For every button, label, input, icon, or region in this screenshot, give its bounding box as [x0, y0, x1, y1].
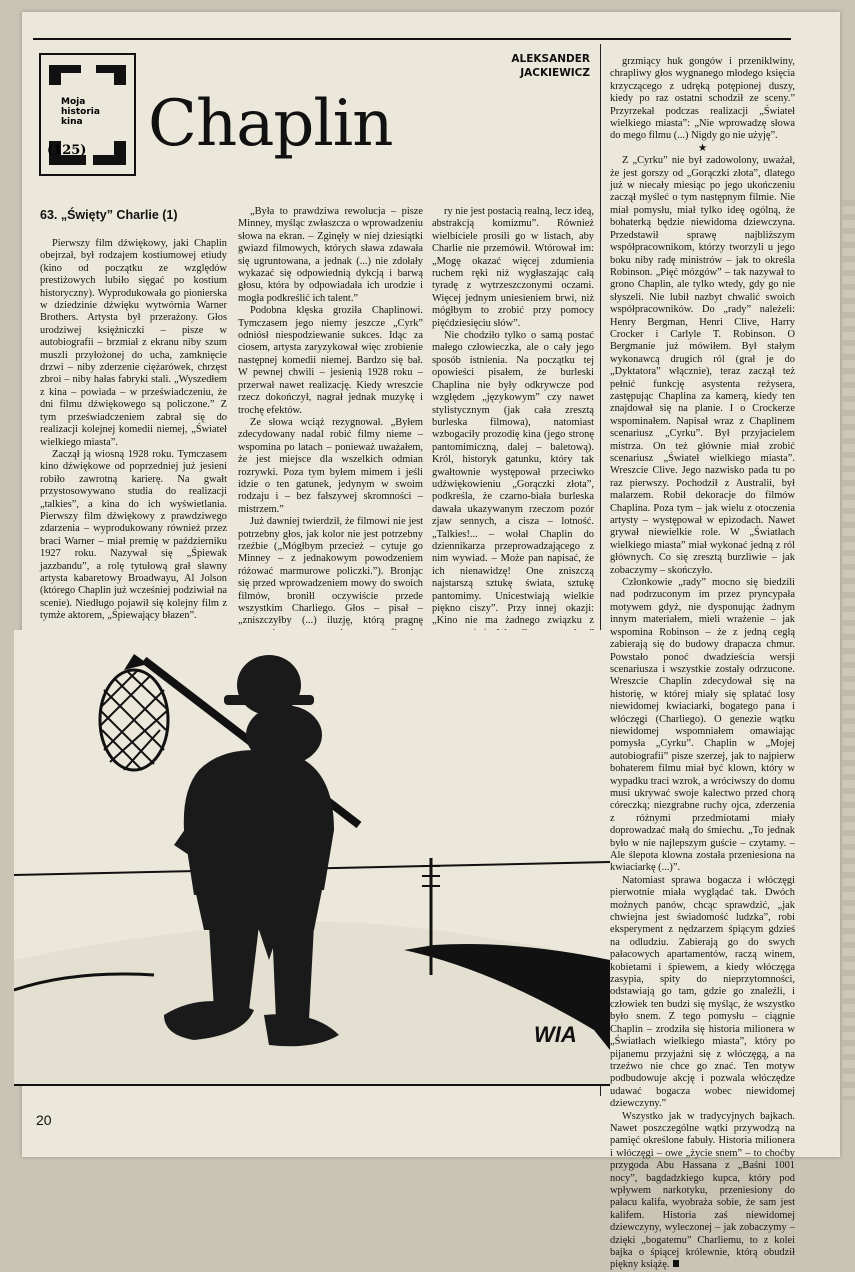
paragraph — [610, 1111, 795, 1272]
paragraph-text: Wszystko jak w tradycyjnych bajkach. Nawet poszczególne wątki przywodzą na pamięć określone fabuły. Historia milionera i włóczęgi – owe „życie snem” – to choćby przygoda Abu Hassana z „Baśni 1001 nocy”, bagdadzkiego kupca, który pod wpływem narkotyku, przeniesiony do pałacu kalifa, wyobraża sobie, że sam jest kalifem. Historia zaś niewidomej dziewczyny, wyleczonej – jak zobaczymy – dzięki „bogatemu” Charliemu, to z kolei bajka o śpiącej królewnie, którą obudził piękny książę. — [610, 1110, 795, 1271]
paragraph: Pierwszy film dźwiękowy, jaki Chaplin obejrzał, był rodzajem kostiumowej etiudy (kino od początku ze względów prestiżowych lubiło sięgać po kostium historyczny). Wyprodukowała go pionierska w dziedzinie dźwięku wytwórnia Warner Brothers. Artysta był przerażony. Głos urodziwej księżniczki – pisze w autobiografii – brzmiał z ekranu niby szum muszli przyłożonej do ucha, zamknięcie drzwi – niby zderzenie ciężarówek, chrzęst zbroi – niby hałas fabryki stali. „Wyszedłem z kina – powiada – w przeświadczeniu, że dni filmu dźwiękowego są policzone.” Z tym przeświadczeniem zabrał się do realizacji kolejnej komedii niemej, „Świateł wielkiego miasta”. — [40, 238, 227, 448]
logo-line-1: Moja — [61, 97, 86, 107]
chaplin-illustration — [14, 630, 610, 1086]
article-subhead: 63. „Święty” Charlie (1) — [40, 208, 178, 222]
end-of-article-mark — [673, 1260, 679, 1267]
paragraph: Zaczął ją wiosną 1928 roku. Tymczasem kino dźwiękowe od poprzedniej już jesieni robiło zawrotną karierę. Na gwałt przystosowywano studia do realizacji „talkies”, a kina do ich wyświetlania. Pierwszy film dźwiękowy z prawdziwego zdarzenia – wyprodukowany również przez braci Warner – miał premię w październiku 1927 roku. Nazywał się „Śpiewak jazzbandu”, a rolę tytułową grał sławny artysta kabaretowy Broadwayu, Al Jolson (którego Chaplin już wcześniej podziwiał na scenie). Niedługo pojawił się kolejny film z tymże aktorem, „Śpiewający błazen”. — [40, 448, 227, 622]
page-number: 20 — [36, 1112, 52, 1128]
author — [490, 52, 590, 80]
logo-line-3: kina — [61, 117, 83, 127]
section-break-star: ★ — [697, 142, 708, 154]
page-edge — [843, 200, 855, 1100]
paragraph: ry nie jest postacią realną, lecz ideą, abstrakcją komizmu”. Również wielbiciele prosili go w listach, aby Charlie nie przemówił. Wtórował im: „Mogę okazać więcej zdumienia ruchem ręki niż wygłaszając całą tyradę z wytrzeszczonymi oczami. Więcej jednym uniesieniem brwi, niż mógłbym to zrobić przy pomocy pięćdziesięciu słów”. — [432, 206, 595, 329]
column-2 — [238, 206, 423, 665]
paragraph: Członkowie „rady” mocno się biedzili nad podrzuconym im przez pryncypała motywem gdyż, nie dysponując żadnym innym materiałem, mieli wrażenie – jak wspomina Robinson – że z jedną cegłą zabierają się do budowy drapacza chmur. Powstało ponoć dwadzieścia wersji scenariusza i wszystkie zostały odrzucone. Wreszcie Chaplin zdecydował się na historię, w której miały się splatać losy niewidomej kwiaciarki, bogatego pana i włóczęgi (Charliego). O genezie wątku niewidomej wspomniałem omawiając pomysła „Cyrku”. Chaplin w „Mojej autobiografii” pisze szerzej, jak to najpierw bohaterem filmu miał być klown, który w wypadku traci wzrok, a wróciwszy do domu musi ukrywać swoje kalectwo przed chorą córeczką; niezgrabne ruchy ojca, zderzenia z różnymi przedmiotami miały doprowadzać małą do śmiechu. „To jednak było w nie najlepszym guście – czytamy. – Ale ślepota klowna została przeniesiona na kwiaciarkę (...)”. — [610, 577, 795, 874]
page-title: Chaplin — [148, 87, 393, 161]
logo-line-2: historia — [61, 107, 100, 117]
artist-signature: WIA — [534, 1022, 577, 1047]
series-number: (125) — [47, 143, 87, 158]
paragraph: Podobna klęska groziła Chaplinowi. Tymczasem jego niemy jeszcze „Cyrk” odniósł niespodziewanie sukces. Idąc za ciosem, artysta zaryzykował więc zrobienie następnej komedii niemej. Bardzo się bał. W pewnej chwili – jesienią 1928 roku – przerwał nawet realizację. Kiedy wreszcie rzecz dokończył, nagrał jednak muzykę i trochę efektów. — [238, 305, 423, 416]
paragraph: Nie chodziło tylko o samą postać małego człowieczka, ale o cały jego sposób istnienia. Na początku tej opowieści pisałem, że burleski Chaplina nie były odkrywcze pod względem „językowym” czy nawet stylistycznym (jak cała zresztą burleska filmowa), natomiast wzbogaciły prozodię kina (jego stronę pantomimiczną, dalej – baletową). Król, historyk gatunku, który tak gwałtownie występował przeciwko udźwiękowieniu „Gorączki złota”, podkreśla, że czarno-biała burleska dawała ukazywanym rzeczom pozór zjaw sennych, a cisza – lotność. „Talkies!... – wołał Chaplin do dziennikarza przeprowadzającego z nim wywiad. – Może pan napisać, że ich nienawidzę! One zniszczą najstarszą sztukę świata, sztukę pantomimy. Unicestwiają wielkie piękno ciszy”. Przy innej okazji: „Kino nie ma żadnego związku z — [432, 330, 594, 627]
series-logo — [39, 53, 136, 176]
paragraph: grzmiący huk gongów i przeniklwiny, chrapliwy głos wygnanego młodego księcia krzyczącego z udręką potępionej duszy, kiedy po raz ostatni schodził ze sceny.” Przyrzekał podczas realizacji „Świateł wielkiego miasta”: „Nie wprowadzę słowa do mego filmu (...) Nigdy go nie użyję”. — [610, 56, 795, 142]
paragraph: Już dawniej twierdził, że filmowi nie jest potrzebny głos, jak kolor nie jest potrzebny rzeźbie („Mógłbym przecież – cytuje go Minney – z jednakowym powodzeniem różować marmurowe policzki.”). Bronjąc się przed wprowadzeniem mowy do swoich filmów, broniłl oczywiście przede wszystkim Charliego. Głos – pisał – „zniszczyłby (...) iluzję, którą pragnę — [238, 516, 423, 627]
author-last-name: JACKIEWICZ — [520, 67, 590, 79]
author-first-name: ALEKSANDER — [511, 53, 590, 65]
top-rule — [33, 38, 791, 40]
column-4 — [610, 56, 795, 1272]
paragraph: Z „Cyrku” nie był zadowolony, uważał, że jest gorszy od „Gorączki złota”, dlatego już w niecały miesiąc po jego ukończeniu zaczął myśleć o tym następnym filmie. Nie miał pomysłu, miał tylko ideę ogólną, że bohaterką będzie niewidoma dziewczyna. Przedstawił sprawę najbliższym współpracownikom, którzy tworzyli u jego boku niby radę ministrów – jak to określa Robinson. „Pięć mózgów” – tak nazywał to grono Chaplin, ale tylko wtedy, gdy go nie słyszeli. Nie lubił nazbyt chwalić swoich współpracowników. Do „rady” należeli: Henry Bergman, Henri Clive, Harry Crocker i Carlyle T. Robinson. O Bergmanie już mówiłem. Był stałym wykonawcą drugich ról (grał je do „Dyktatora” włącznie), teraz zaczął też pełnić funkcję asystenta reżysera, zastępując Chaplina za kamerą, kiedy ten znajdował się na planie. I o Crockerze wspominałem. Napisał wraz z Chaplinem scenariusz „Cyrku”. Był przyjacielem mistrza. On też głównie miał zrobić scenariusz „Świateł wielkiego miasta”. Wreszcie Clive. Jego nazwisko pada tu po raz pierwszy. Pochodził z Australii, był malarzem. Robił dekoracje do filmów Chaplina. Poza tym – jak wielu z otoczenia artysty – występował w epizodach. Nawet grywał niewielkie role. W „Światłach wielkiego miasta” miał wykonać jedną z ról głównych. Co się zresztą burzliwie – jak zobaczymy – skończyło. — [610, 155, 795, 576]
paragraph: Natomiast sprawa bogacza i włóczęgi pierwotnie miała wyglądać tak. Dwóch możnych panów, chcąc sprawdzić, „jak chwiejna jest świadomość ludzka”, robi eksperyment z nędzarzem śpiącym gdzieś na odludziu. Zabierają go do swych pałacowych apartamentów, raczą winem, kobietami i śpiewem, a kiedy włóczęga zasypia, spity do nieprzytomności, odstawiają go tam, gdzie go znaleźli, i człowiek ten budzi się myśląc, że wszystko było snem. Z tego pomysłu – ciągnie Chaplin – zrodziła się historia milionera w „Światłach wielkiego miasta”, który po pijanemu przyjaźni się z włóczęgą, a na trzeźwo nie chce go znać. Ten motyw podbudowuje akcję i pozwala włóczędze udawać bogacza wobec niewidomej dziewczyny.” — [610, 874, 795, 1110]
paragraph: Ze słowa wciąż rezygnował. „Byłem zdecydowany nadal robić filmy nieme – wspomina po latach – ponieważ uważałem, że jest miejsce dla wszelkich odmian rozrywki. Poza tym byłem mimem i jeśli idzie o ten gatunek, jedynym w swoim rodzaju i – bez fałszywej skromności – mistrzem.” — [238, 416, 423, 515]
column-1 — [40, 238, 227, 623]
paragraph: „Była to prawdziwa rewolucja – pisze Minney, myśląc zwłaszcza o wprowadzeniu słowa na ekran. – Zginęły w niej dziesiątki gwiazd filmowych, których sława zdawała się ugruntowana, a jednak (...) nie zdołały wykazać się odpowiednią dykcją i barwą głosu, która by odpowiadała ich urodzie i mogła podkreślić ich talent.” — [238, 206, 423, 304]
